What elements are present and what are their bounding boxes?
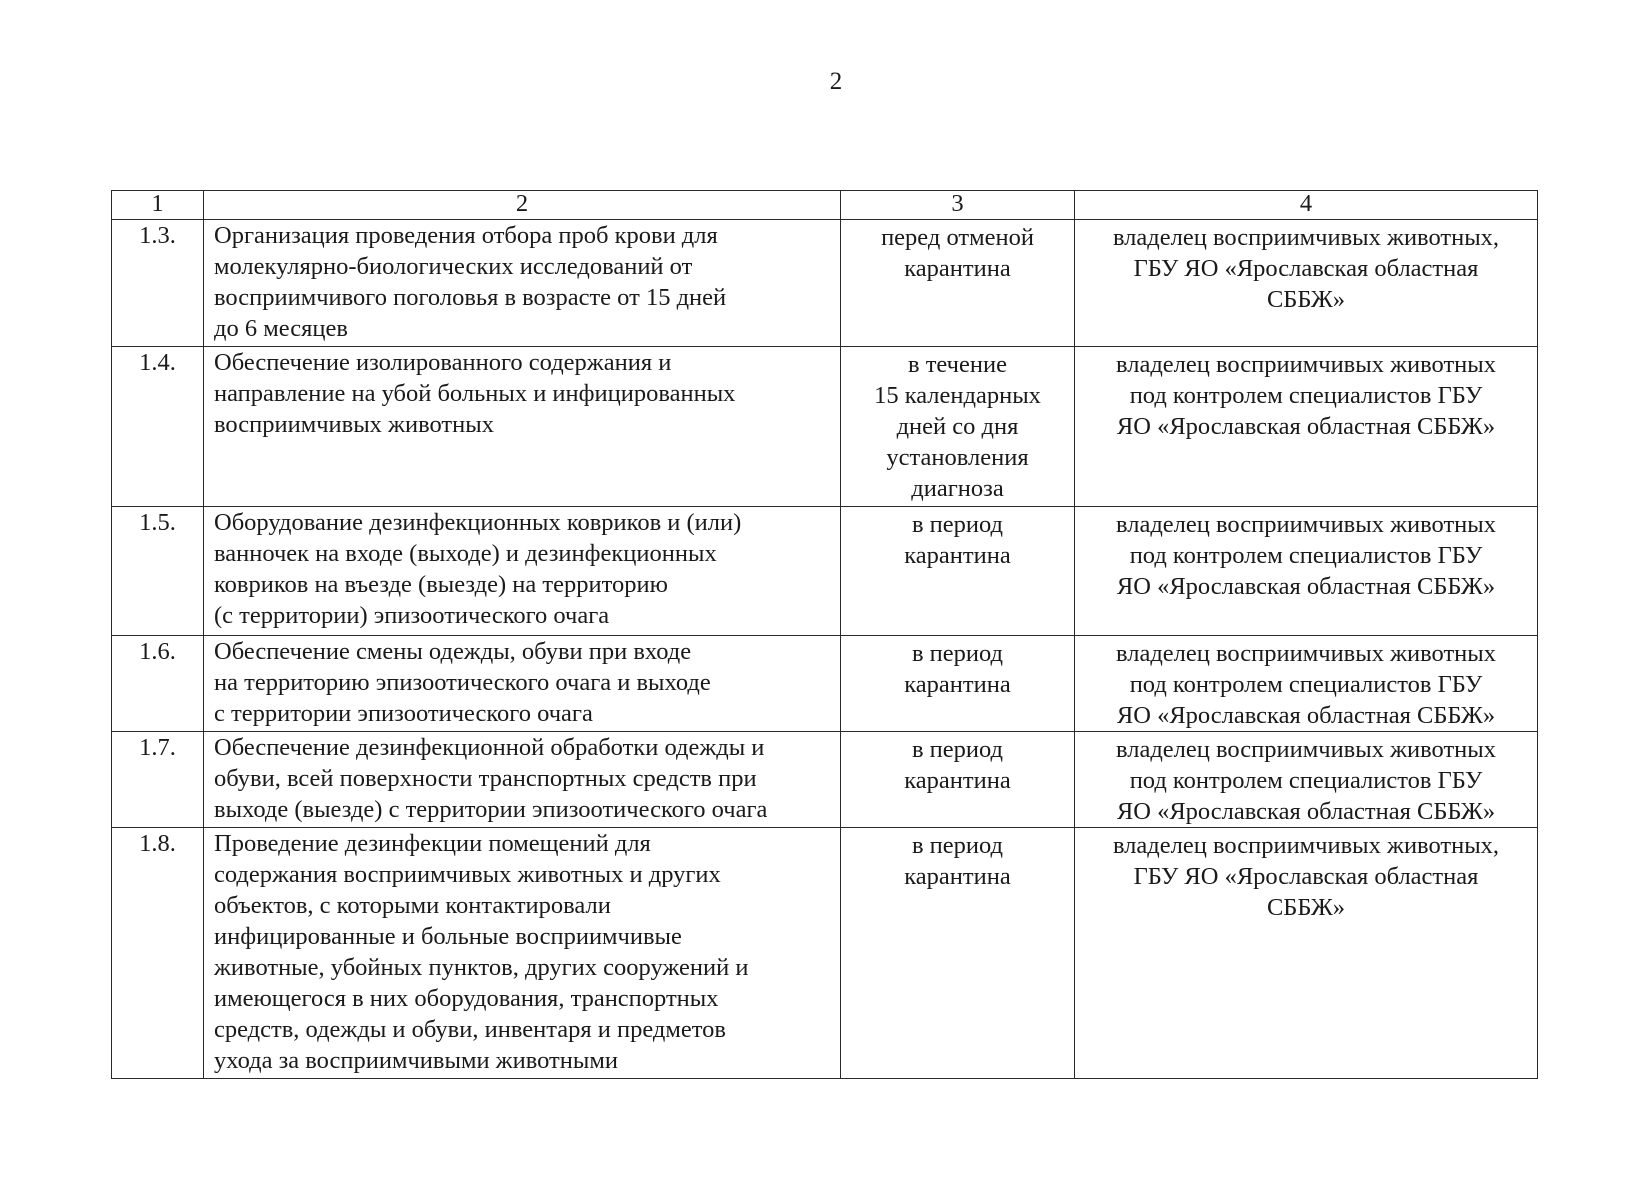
- measure-description: Обеспечение смены одежды, обуви при входе на территорию эпизоотического очага и выходе с территории эпизоотического очага: [204, 636, 841, 732]
- measure-deadline: в период карантина: [841, 507, 1075, 636]
- measure-responsible: владелец восприимчивых животных под контролем специалистов ГБУ ЯО «Ярославская областная СББЖ»: [1075, 507, 1538, 636]
- table-row: [112, 347, 1538, 507]
- row-number: 1.5.: [112, 507, 204, 636]
- measure-description: Оборудование дезинфекционных ковриков и (или) ванночек на входе (выходе) и дезинфекционных ковриков на въезде (выезде) на территорию (с территории) эпизоотического очага: [204, 507, 841, 636]
- measure-deadline: в период карантина: [841, 636, 1075, 732]
- measure-description: Организация проведения отбора проб крови для молекулярно-биологических исследований от восприимчивого поголовья в возрасте от 15 дней до 6 месяцев: [204, 220, 841, 347]
- row-number: 1.3.: [112, 220, 204, 347]
- header-col-3: 3: [841, 191, 1075, 220]
- measure-responsible: владелец восприимчивых животных, ГБУ ЯО «Ярославская областная СББЖ»: [1075, 828, 1538, 1079]
- measure-responsible: владелец восприимчивых животных под контролем специалистов ГБУ ЯО «Ярославская областная СББЖ»: [1075, 636, 1538, 732]
- row-number: 1.7.: [112, 732, 204, 828]
- row-number: 1.8.: [112, 828, 204, 1079]
- page-number: 2: [829, 68, 843, 95]
- measure-responsible: владелец восприимчивых животных под контролем специалистов ГБУ ЯО «Ярославская областная СББЖ»: [1075, 732, 1538, 828]
- table-row: [112, 220, 1538, 347]
- measure-responsible: владелец восприимчивых животных, ГБУ ЯО «Ярославская областная СББЖ»: [1075, 220, 1538, 347]
- measure-deadline: перед отменой карантина: [841, 220, 1075, 347]
- header-col-4: 4: [1075, 191, 1538, 220]
- header-col-2: 2: [204, 191, 841, 220]
- measures-table: [111, 190, 1538, 1079]
- row-number: 1.6.: [112, 636, 204, 732]
- table-row: [112, 636, 1538, 732]
- measure-description: Обеспечение изолированного содержания и направление на убой больных и инфицированных восприимчивых животных: [204, 347, 841, 507]
- table-header-row: [112, 191, 1538, 220]
- row-number: 1.4.: [112, 347, 204, 507]
- measure-description: Обеспечение дезинфекционной обработки одежды и обуви, всей поверхности транспортных средств при выходе (выезде) с территории эпизоотического очага: [204, 732, 841, 828]
- header-col-1: 1: [112, 191, 204, 220]
- table-row: [112, 828, 1538, 1079]
- table-row: [112, 732, 1538, 828]
- measure-deadline: в течение 15 календарных дней со дня установления диагноза: [841, 347, 1075, 507]
- table-row: [112, 507, 1538, 636]
- measure-responsible: владелец восприимчивых животных под контролем специалистов ГБУ ЯО «Ярославская областная СББЖ»: [1075, 347, 1538, 507]
- measure-description: Проведение дезинфекции помещений для содержания восприимчивых животных и других объектов, с которыми контактировали инфицированные и больные восприимчивые животные, убойных пунктов, других сооружений и имеющегося в них оборудования, транспортных средств, одежды и обуви, инвентаря и предметов ухода за восприимчивыми животными: [204, 828, 841, 1079]
- measure-deadline: в период карантина: [841, 828, 1075, 1079]
- measure-deadline: в период карантина: [841, 732, 1075, 828]
